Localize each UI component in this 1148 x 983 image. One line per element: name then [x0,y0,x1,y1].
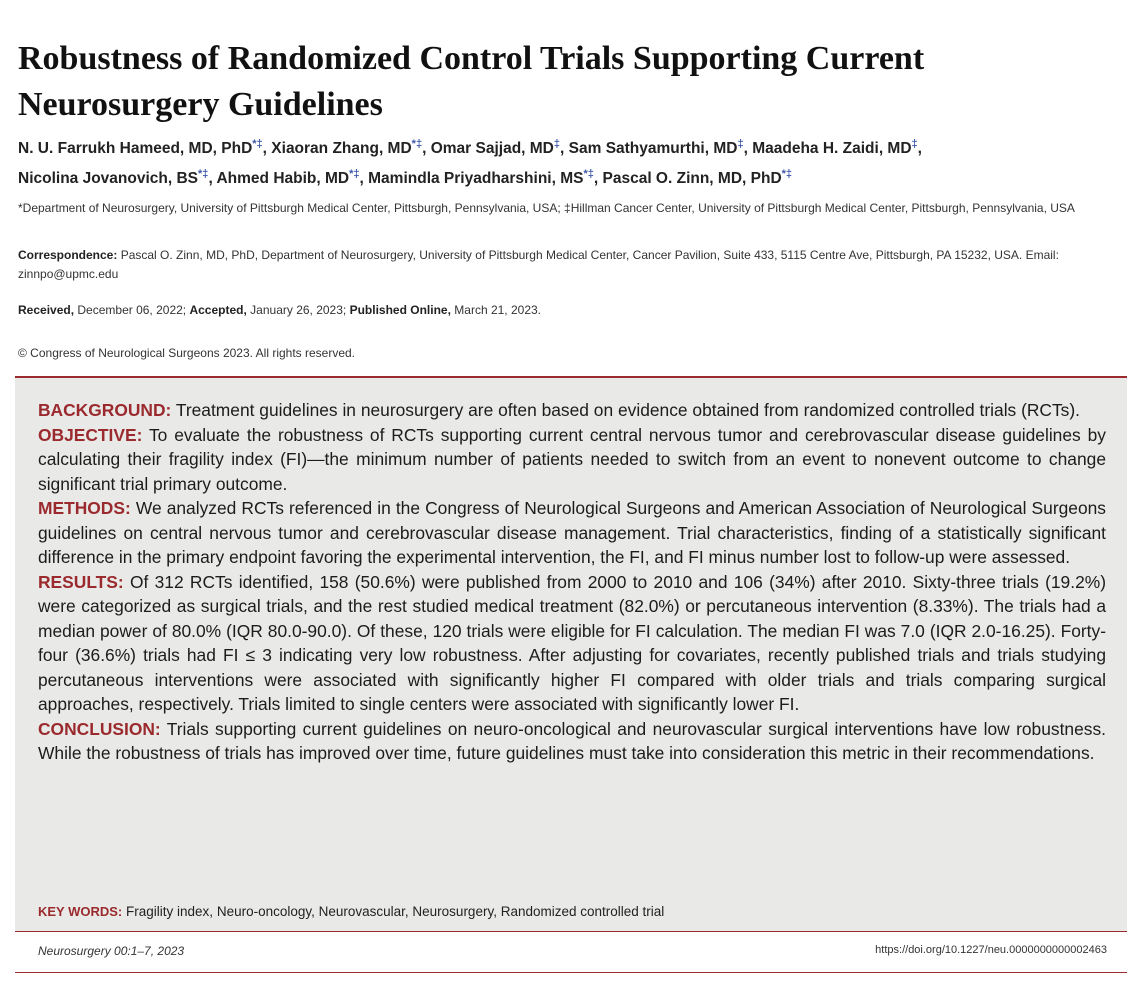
abstract-results [38,570,1106,717]
author[interactable]: Maadeha H. Zaidi, MD‡ [752,137,918,157]
author-affiliation-marks: ‡ [737,137,744,150]
copyright-notice: © Congress of Neurological Surgeons 2023. All rights reserved. [18,346,356,360]
author-affiliation-marks: *‡ [411,137,423,150]
received-label: Received, [18,303,75,317]
methods-label: METHODS: [38,498,131,518]
journal-citation: Neurosurgery 00:1–7, 2023 [38,944,185,958]
correspondence-label: Correspondence: [18,248,118,262]
results-label: RESULTS: [38,571,124,592]
accepted-date: January 26, 2023; [250,303,347,317]
author-affiliation-marks: *‡ [583,167,594,180]
background-label: BACKGROUND: [38,400,172,420]
methods-text: We analyzed RCTs referenced in the Congress of Neurological Surgeons and American Association of Neurological Surgeons guidelines on central nervous tumor and cerebrovascular disease management. Trial characteristics, finding of a statistically significant difference in the primary endpoint favoring the experimental intervention, the FI, and FI minus number lost to follow-up were assessed. [38,498,1106,567]
author-list: N. U. Farrukh Hameed, MD, PhD*‡, Xiaoran Zhang, MD*‡, Omar Sajjad, MD‡, Sam Sathyamurthi, MD‡, Maadeha H. Zaidi, MD‡, Nicolina Jovanovich, BS*‡, Ahmed Habib, MD*‡, Mamindla Priyadharshini, MS*‡, Pascal O. Zinn, MD, PhD*‡ [18,137,922,187]
conclusion-text: Trials supporting current guidelines on neuro-oncological and neurovascular surgical interventions have low robustness. While the robustness of trials has improved over time, future guidelines must take into consideration this metric in their recommendations. [38,718,1106,763]
correspondence-text: Pascal O. Zinn, MD, PhD, Department of Neurosurgery, University of Pittsburgh Medical Center, Cancer Pavilion, Suite 433, 5115 Centre Ave, Pittsburgh, PA 15232, USA. Email: zinnpo@upmc.edu [18,248,1059,281]
author-affiliation-marks: *‡ [198,167,209,180]
published-label: Published Online, [349,303,451,317]
abstract-objective [38,423,1106,497]
footer-divider [15,972,1127,973]
abstract-methods [38,496,1106,570]
published-date: March 21, 2023. [454,303,541,317]
keywords [38,902,1106,922]
author[interactable]: Nicolina Jovanovich, BS*‡ [18,167,209,187]
abstract-box [15,376,1127,932]
author[interactable]: Xiaoran Zhang, MD*‡ [271,137,423,157]
abstract-body [38,398,1106,766]
author[interactable]: Mamindla Priyadharshini, MS*‡ [368,167,594,187]
doi-link[interactable]: https://doi.org/10.1227/neu.0000000000002463 [875,944,1107,956]
abstract-background [38,398,1106,423]
received-date: December 06, 2022; [77,303,187,317]
keywords-text: Fragility index, Neuro-oncology, Neurovascular, Neurosurgery, Randomized controlled trial [126,904,665,919]
author-affiliation-marks: *‡ [781,167,793,180]
objective-text: To evaluate the robustness of RCTs supporting current central nervous tumor and cerebrovascular disease guidelines by calculating their fragility index (FI)—the minimum number of patients needed to switch from an event to nonevent outcome to change significant trial primary outcome. [38,424,1106,494]
abstract-conclusion [38,717,1106,766]
affiliations: *Department of Neurosurgery, University of Pittsburgh Medical Center, Pittsburgh, Pennsylvania, USA; ‡Hillman Cancer Center, University of Pittsburgh Medical Center, Pittsburgh, Pennsylvania, USA [18,201,1075,215]
author[interactable]: Pascal O. Zinn, MD, PhD*‡ [602,167,793,187]
correspondence [18,246,1136,284]
author[interactable]: Ahmed Habib, MD*‡ [216,167,360,187]
author[interactable]: Omar Sajjad, MD‡ [430,137,561,157]
keywords-label: KEY WORDS: [38,904,123,919]
results-text: Of 312 RCTs identified, 158 (50.6%) were published from 2000 to 2010 and 106 (34%) after 2010. Sixty-three trials (19.2%) were categorized as surgical trials, and the rest studied medical treatment (82.0%) or percutaneous intervention (8.33%). The trials had a median power of 80.0% (IQR 80.0-90.0). Of these, 120 trials were eligible for FI calculation. The median FI was 7.0 (IQR 2.0-16.25). Forty-four (36.6%) trials had FI ≤ 3 indicating very low robustness. After adjusting for covariates, recently published trials and trials studying percutaneous interventions were associated with significantly higher FI compared with older trials and trials comparing surgical approaches, respectively. Trials limited to single centers were associated with significantly lower FI. [38,571,1106,714]
author[interactable]: Sam Sathyamurthi, MD‡ [568,137,744,157]
author-affiliation-marks: *‡ [349,167,360,180]
publication-dates [18,301,1136,320]
article-title: Robustness of Randomized Control Trials Supporting Current Neurosurgery Guidelines [18,40,925,123]
author-affiliation-marks: ‡ [911,137,918,150]
objective-label: OBJECTIVE: [38,424,143,445]
background-text: Treatment guidelines in neurosurgery are often based on evidence obtained from randomized controlled trials (RCTs). [175,400,1081,420]
accepted-label: Accepted, [189,303,247,317]
conclusion-label: CONCLUSION: [38,718,161,739]
author[interactable]: N. U. Farrukh Hameed, MD, PhD*‡ [18,137,263,157]
author-affiliation-marks: ‡ [553,137,561,150]
author-affiliation-marks: *‡ [252,137,263,150]
